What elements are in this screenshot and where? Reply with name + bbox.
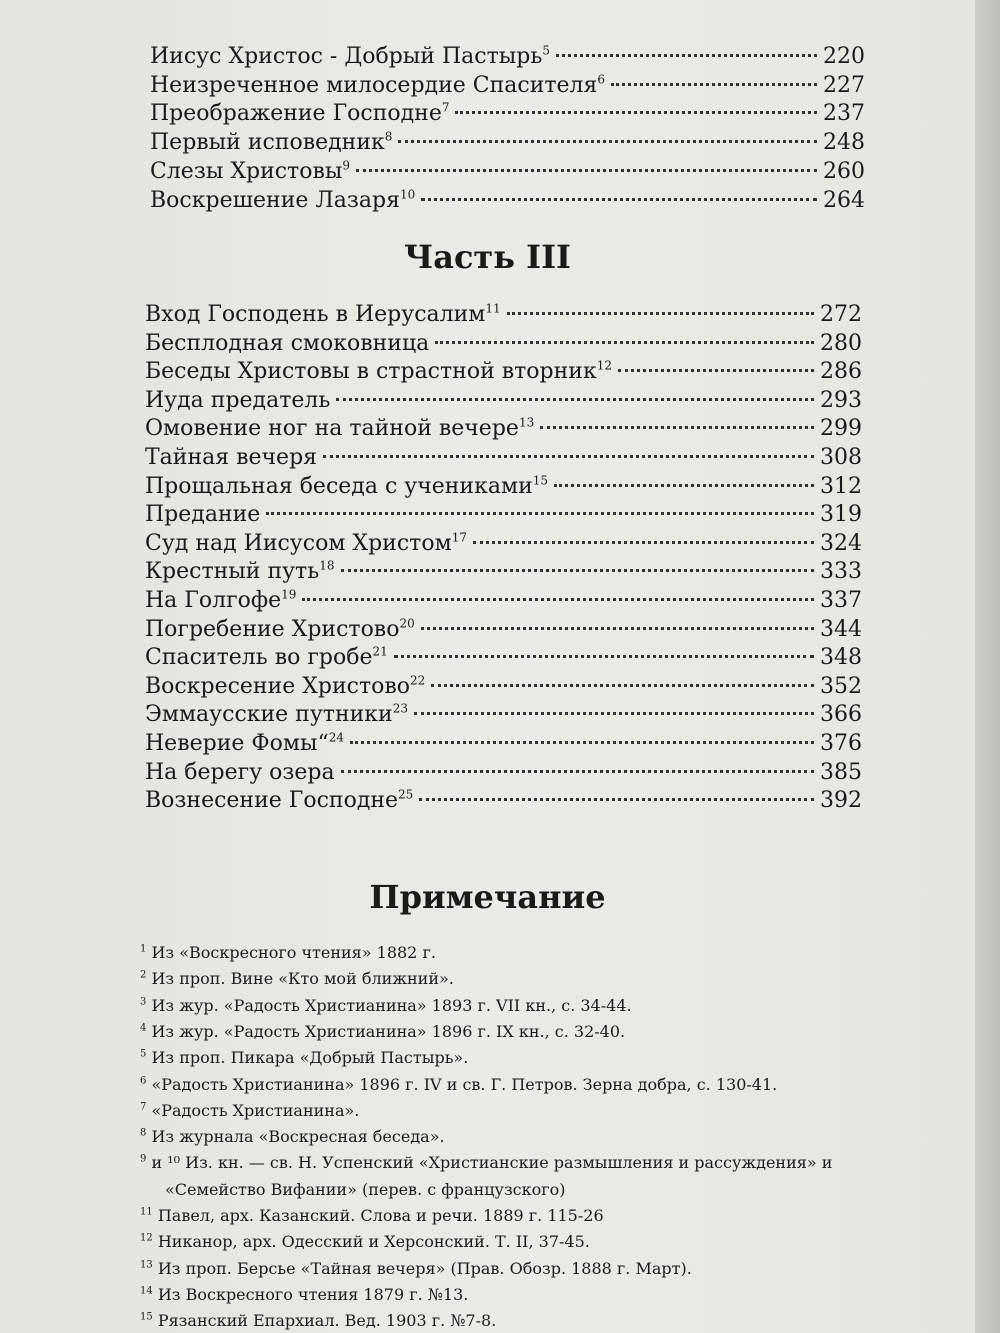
note-text: Павел, арх. Казанский. Слова и речи. 1889 г. 115-26 xyxy=(152,1206,604,1225)
note-number: 15 xyxy=(140,1311,153,1323)
note-item xyxy=(140,1100,359,1122)
note-text: Рязанский Епархиал. Вед. 1903 г. №7-8. xyxy=(152,1311,497,1331)
footnote-ref: 22 xyxy=(410,673,426,688)
toc-page-number: 264 xyxy=(823,187,865,213)
note-text: и ¹⁰ Из. кн. — св. Н. Успенский «Христианские размышления и рассуждения» и xyxy=(146,1153,833,1173)
note-text: Никанор, арх. Одесский и Херсонский. Т. II, 37-45. xyxy=(152,1232,590,1252)
dot-leader xyxy=(414,712,814,715)
note-number: 14 xyxy=(140,1285,153,1297)
toc-page-number: 366 xyxy=(820,702,862,728)
dot-leader xyxy=(507,312,814,315)
toc-entry xyxy=(145,786,862,816)
toc-entry-title: Тайная вечеря xyxy=(145,445,318,470)
note-text: Из жур. «Радость Христианина» 1893 г. VII кн., с. 34-44. xyxy=(146,995,632,1015)
footnote-ref: 10 xyxy=(399,187,416,202)
toc-entry xyxy=(145,557,862,587)
dot-leader xyxy=(394,655,814,658)
footnote-ref: 11 xyxy=(485,301,501,316)
footnote-ref: 19 xyxy=(281,587,297,602)
dot-leader xyxy=(421,198,817,201)
toc-entry-title: Слезы Христовы$^9$ xyxy=(150,158,351,184)
note-item xyxy=(140,1074,777,1096)
note-number: 13 xyxy=(140,1259,153,1271)
footnote-ref: 23 xyxy=(392,702,408,717)
toc-entry xyxy=(145,300,862,330)
footnote-ref: 9 xyxy=(342,158,351,173)
note-text: Из «Воскресного чтения» 1882 г. xyxy=(146,943,436,962)
note-item xyxy=(140,968,454,990)
toc-entry-title: Предание xyxy=(145,502,261,528)
toc-entry xyxy=(150,99,865,129)
toc-entry-title: На берегу озера xyxy=(145,759,335,785)
toc-entry xyxy=(150,128,865,158)
note-text: Из проп. Вине «Кто мой ближний». xyxy=(146,969,454,989)
note-item xyxy=(140,1021,625,1043)
footnote-ref: 8 xyxy=(384,129,393,144)
note-item xyxy=(140,1231,590,1253)
toc-page-number: 308 xyxy=(820,445,862,470)
note-text: Из журнала «Воскресная беседа». xyxy=(146,1127,445,1147)
toc-entry xyxy=(150,157,865,187)
toc-entry-title: Беседы Христовы в страстной вторник$^{12}$ xyxy=(145,358,612,385)
toc-page-number: 286 xyxy=(820,359,862,385)
toc-entry xyxy=(145,500,862,530)
note-number: 5 xyxy=(140,1048,147,1060)
toc-entry-title: Иуда предатель xyxy=(145,387,331,413)
dot-leader xyxy=(323,455,814,458)
toc-entry-title: Вознесение Господне$^{25}$ xyxy=(145,787,414,814)
toc-entry-title: Иисус Христос - Добрый Пастырь$^5$ xyxy=(150,43,550,69)
toc-entry xyxy=(145,329,862,359)
note-text: Из проп. Пикара «Добрый Пастырь». xyxy=(146,1048,469,1068)
toc-entry-title: Воскрешение Лазаря$^{10}$ xyxy=(150,187,416,213)
toc-entry xyxy=(150,71,865,101)
dot-leader xyxy=(419,798,814,801)
toc-page-number: 348 xyxy=(820,645,862,671)
toc-page-number: 352 xyxy=(820,673,862,699)
toc-entry xyxy=(145,672,862,702)
note-text: Из жур. «Радость Христианина» 1896 г. IX кн., с. 32-40. xyxy=(146,1021,626,1041)
footnote-ref: 18 xyxy=(319,559,335,574)
footnote-ref: 5 xyxy=(542,43,550,58)
footnote-ref: 15 xyxy=(532,473,549,488)
toc-entry xyxy=(145,643,862,673)
dot-leader xyxy=(350,741,814,744)
footnote-ref: 25 xyxy=(398,787,414,802)
footnote-ref: 12 xyxy=(596,358,612,373)
toc-page-number: 272 xyxy=(820,302,862,327)
toc-entry-title: Воскресение Христово$^{22}$ xyxy=(145,673,426,699)
footnote-ref: 24 xyxy=(328,730,345,745)
toc-page-number: 344 xyxy=(820,616,862,642)
dot-leader xyxy=(266,512,814,515)
toc-page-number: 312 xyxy=(820,473,862,499)
dot-leader xyxy=(398,140,817,143)
dot-leader xyxy=(473,541,814,544)
dot-leader xyxy=(618,369,814,372)
toc-page-number: 237 xyxy=(823,101,865,127)
toc-page-number: 319 xyxy=(820,502,862,528)
note-item xyxy=(165,1179,566,1201)
note-number: 3 xyxy=(140,996,147,1008)
note-number: 7 xyxy=(140,1101,147,1113)
note-item xyxy=(140,1047,468,1069)
toc-entry xyxy=(145,414,862,444)
toc-entry-title: Эммаусские путники$^{23}$ xyxy=(145,702,408,728)
toc-entry xyxy=(150,186,865,216)
note-number: 2 xyxy=(140,969,147,981)
footnote-ref: 17 xyxy=(451,530,467,545)
dot-leader xyxy=(556,54,817,57)
note-text: «Семейство Вифании» (перев. с французского) xyxy=(165,1179,566,1199)
toc-page-number: 333 xyxy=(820,559,862,585)
toc-page-number: 260 xyxy=(823,158,865,184)
dot-leader xyxy=(356,169,817,172)
toc-entry-title: Преображение Господне$^7$ xyxy=(150,101,450,127)
note-item xyxy=(140,1258,692,1280)
toc-entry xyxy=(145,386,862,416)
footnote-ref: 13 xyxy=(518,416,535,431)
note-item xyxy=(140,1310,496,1332)
note-text: Из проп. Берсье «Тайная вечеря» (Прав. Обозр. 1888 г. Март). xyxy=(152,1258,692,1278)
toc-page-number: 337 xyxy=(820,588,862,613)
dot-leader xyxy=(302,598,814,601)
note-number: 4 xyxy=(140,1022,147,1034)
toc-page-number: 220 xyxy=(823,44,865,69)
note-number: 9 xyxy=(140,1154,147,1166)
note-text: Из Воскресного чтения 1879 г. №13. xyxy=(152,1284,469,1304)
toc-entry xyxy=(145,729,862,759)
footnote-ref: 6 xyxy=(597,72,606,87)
dot-leader xyxy=(431,684,814,687)
toc-entry-title: Неверие Фомы“$^{24}$ xyxy=(145,730,345,756)
dot-leader xyxy=(455,111,817,114)
toc-entry xyxy=(150,42,865,72)
toc-entry xyxy=(145,443,862,473)
dot-leader xyxy=(435,341,814,344)
toc-page-number: 280 xyxy=(820,330,862,356)
toc-entry-title: На Голгофе$^{19}$ xyxy=(145,587,297,613)
toc-entry xyxy=(145,586,862,616)
note-item xyxy=(140,995,632,1017)
toc-entry xyxy=(145,758,862,788)
footnote-ref: 7 xyxy=(441,101,450,116)
dot-leader xyxy=(611,83,817,86)
note-number: 6 xyxy=(140,1075,147,1087)
part-three-heading: Часть III xyxy=(403,238,572,276)
toc-entry xyxy=(145,700,862,730)
dot-leader xyxy=(341,569,815,572)
note-number: 12 xyxy=(140,1232,153,1244)
note-text: «Радость Христианина». xyxy=(146,1100,360,1120)
toc-entry-title: Крестный путь$^{18}$ xyxy=(145,559,335,585)
footnote-ref: 20 xyxy=(399,616,415,631)
toc-entry-title: Спаситель во гробе$^{21}$ xyxy=(145,644,388,671)
note-item xyxy=(140,942,436,964)
note-item xyxy=(140,1284,468,1306)
note-item xyxy=(140,1126,445,1148)
note-number: 1 xyxy=(140,943,147,955)
toc-page-number: 376 xyxy=(820,731,862,756)
note-item xyxy=(140,1205,604,1227)
dot-leader xyxy=(540,426,814,429)
note-number: 8 xyxy=(140,1127,147,1139)
toc-entry-title: Неизреченное милосердие Спасителя$^6$ xyxy=(150,72,606,98)
note-number: 11 xyxy=(140,1206,153,1218)
toc-page-number: 392 xyxy=(820,788,862,814)
toc-entry-title: Первый исповедник$^8$ xyxy=(150,129,393,156)
note-item xyxy=(140,1152,832,1174)
toc-entry xyxy=(145,529,862,559)
toc-page-number: 299 xyxy=(820,416,862,442)
dot-leader xyxy=(341,770,814,773)
toc-entry-title: Прощальная беседа с учениками$^{15}$ xyxy=(145,473,549,499)
toc-page-number: 385 xyxy=(820,759,862,785)
toc-entry xyxy=(145,615,862,645)
toc-page-number: 293 xyxy=(820,387,862,413)
toc-entry xyxy=(145,472,862,502)
toc-entry-title: Вход Господень в Иерусалим$^{11}$ xyxy=(145,301,501,327)
dot-leader xyxy=(421,627,814,630)
toc-page-number: 324 xyxy=(820,530,862,556)
dot-leader xyxy=(554,484,814,487)
notes-heading: Примечание xyxy=(369,878,606,916)
footnote-ref: 21 xyxy=(372,644,388,659)
toc-page-number: 227 xyxy=(823,72,865,98)
toc-entry-title: Омовение ног на тайной вечере$^{13}$ xyxy=(145,416,535,442)
facing-page-edge xyxy=(975,0,1000,1333)
dot-leader xyxy=(336,398,814,401)
toc-page-number: 248 xyxy=(823,130,865,156)
toc-entry-title: Суд над Иисусом Христом$^{17}$ xyxy=(145,530,467,556)
note-text: «Радость Христианина» 1896 г. IV и св. Г. Петров. Зерна добра, с. 130-41. xyxy=(146,1074,778,1094)
toc-entry-title: Погребение Христово$^{20}$ xyxy=(145,616,415,642)
toc-entry xyxy=(145,357,862,387)
toc-entry-title: Бесплодная смоковница xyxy=(145,330,430,356)
